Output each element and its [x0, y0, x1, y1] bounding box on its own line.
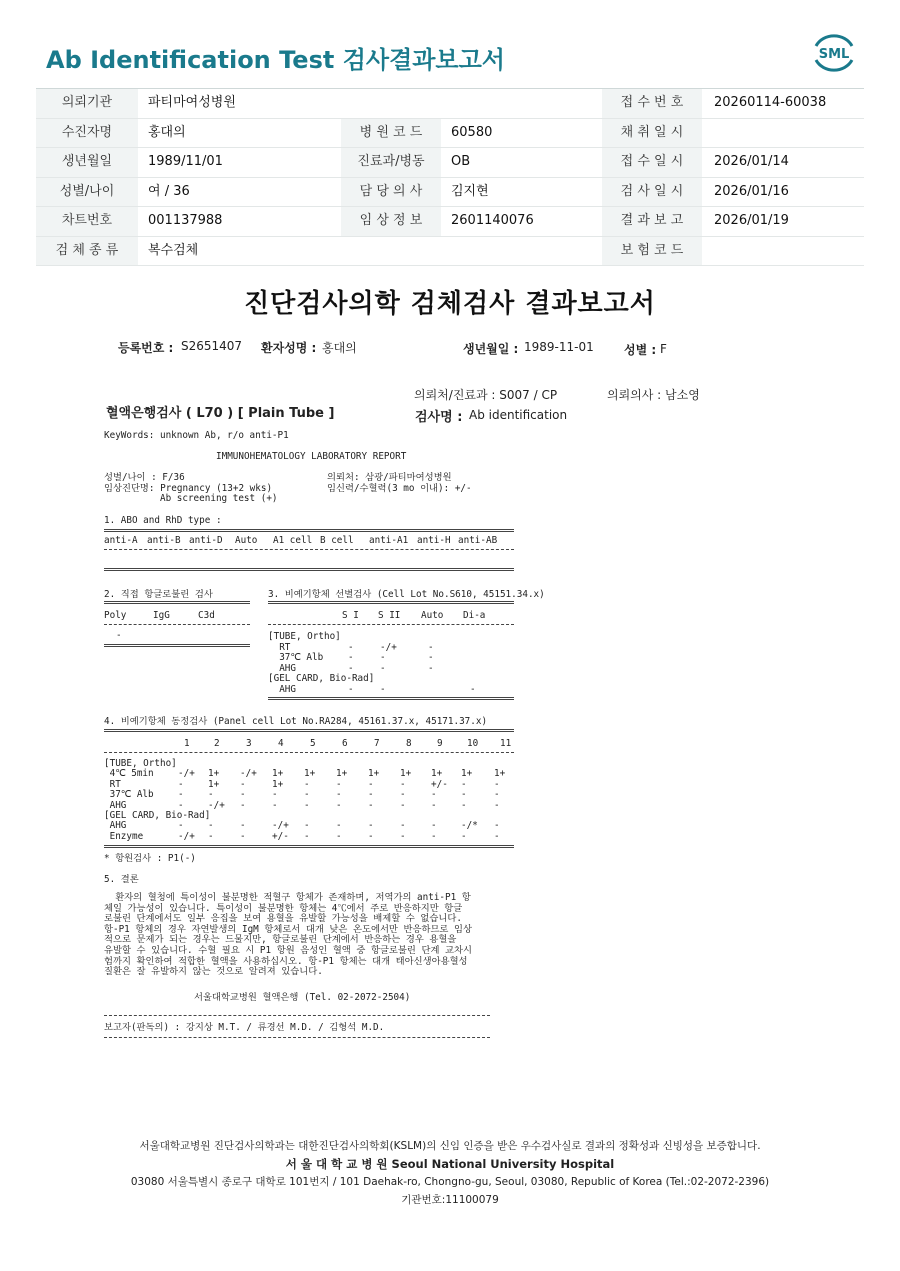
sec4-cell: -/+ — [240, 768, 257, 780]
sec3-row-label: RT — [268, 641, 291, 653]
divider — [104, 1015, 490, 1016]
sec1-title: 1. ABO and RhD type : — [104, 515, 222, 526]
lab-report-title: IMMUNOHEMATOLOGY LABORATORY REPORT — [216, 451, 407, 462]
divider — [268, 601, 514, 604]
info-row — [36, 89, 864, 119]
info-row — [36, 207, 864, 237]
sex-value: F — [660, 342, 667, 356]
sec2-header — [104, 610, 250, 622]
test-title: 혈액은행검사 ( L70 ) [ Plain Tube ] — [106, 406, 335, 421]
sec4-row-label: RT — [104, 778, 121, 790]
sec4-col: 10 — [467, 738, 479, 749]
sec3-cell: - — [428, 662, 434, 674]
sec4-cell: - — [494, 789, 500, 801]
sec3-col: Auto — [421, 610, 444, 621]
sec4-title: 4. 비예기항체 동정검사 (Panel cell Lot No.RA284, 45161.37.x, 45171.37.x) — [104, 716, 488, 727]
sec4-row-label: AHG — [104, 820, 127, 832]
conclusion-line: 환자의 혈청에 특이성이 불분명한 적혈구 항체가 존재하며, 저역가의 anti-P1 항 — [104, 892, 471, 903]
report-title: 진단검사의학 검체검사 결과보고서 — [244, 289, 656, 319]
footer-institution-no: 기관번호:11100079 — [401, 1194, 499, 1206]
sec3-col: S I — [342, 610, 359, 621]
info-value: 2026/01/14 — [714, 154, 789, 169]
reg-value: S2651407 — [181, 339, 243, 353]
sec4-cell: - — [431, 799, 437, 811]
info-value: 여 / 36 — [148, 183, 190, 199]
sec4-cell: 1+ — [400, 768, 412, 780]
info-label: 성별/나이 — [36, 178, 138, 207]
info-value: 20260114-60038 — [714, 95, 827, 110]
sec4-cell: - — [336, 778, 342, 790]
sec1-col: anti-A1 — [369, 535, 409, 546]
sec4-cell: 1+ — [208, 768, 220, 780]
sec4-cell: - — [178, 778, 184, 790]
sec4-cell: -/+ — [178, 768, 195, 780]
divider — [104, 549, 514, 550]
sec3-row-label: 37℃ Alb — [268, 652, 324, 663]
sec4-cell: - — [368, 789, 374, 801]
sec4-cell: 1+ — [208, 778, 220, 790]
info-value: 파티마여성병원 — [148, 95, 236, 110]
sec4-cell: - — [494, 778, 500, 790]
info-label: 생년월일 — [36, 148, 138, 177]
sex-age: 성별/나이 : F/36 — [104, 472, 185, 483]
sec3-cell: - — [348, 662, 354, 674]
divider — [104, 845, 514, 848]
info-value: 001137988 — [148, 213, 223, 228]
info-row — [36, 237, 864, 267]
sec3-row-label: AHG — [268, 662, 296, 674]
sec4-cell: - — [240, 799, 246, 811]
sec3-cell: - — [470, 683, 476, 695]
dob-value: 1989-11-01 — [524, 340, 594, 354]
test-name-label: 검사명 : — [415, 410, 463, 425]
divider — [104, 568, 514, 571]
sec4-cell: - — [494, 830, 500, 842]
sec4-cell: -/+ — [272, 820, 289, 832]
sec3-cell: - — [348, 641, 354, 653]
info-label: 접 수 일 시 — [602, 148, 702, 177]
sec1-col: anti-AB — [458, 535, 498, 546]
sec4-cell: - — [400, 820, 406, 832]
divider — [104, 644, 250, 647]
info-label: 의뢰기관 — [36, 89, 138, 118]
divider — [104, 752, 514, 753]
sec4-row-label: [GEL CARD, Bio-Rad] — [104, 810, 211, 821]
sec4-col: 9 — [437, 738, 443, 749]
sec4-cell: -/* — [461, 820, 478, 832]
sec3-cell: - — [428, 652, 434, 663]
sec4-cell: - — [431, 830, 437, 842]
sec4-col: 1 — [184, 738, 190, 749]
sec4-col: 8 — [406, 738, 412, 749]
footer — [0, 1137, 900, 1209]
sec3-cell: - — [380, 683, 386, 695]
conclusion-line: 유발할 수 있습니다. 수혈 필요 시 P1 항원 음성인 혈액 중 항글로불린 단계 교차시 — [104, 944, 472, 956]
info-label: 수진자명 — [36, 119, 138, 148]
info-value: OB — [451, 154, 471, 169]
sec4-col: 4 — [278, 738, 284, 749]
sec5-title: 5. 결론 — [104, 874, 139, 885]
divider — [104, 529, 514, 532]
sec1-col: anti-H — [417, 535, 451, 546]
sec4-row-label: Enzyme — [104, 830, 144, 842]
sec4-col: 11 — [500, 738, 512, 749]
sec4-col: 2 — [214, 738, 220, 749]
sec1-col: anti-B — [147, 535, 181, 546]
sec3-title: 3. 비예기항체 선별검사 (Cell Lot No.S610, 45151.34.x) — [268, 589, 545, 600]
keywords: KeyWords: unknown Ab, r/o anti-P1 — [104, 430, 289, 441]
sec1-col: B cell — [320, 535, 354, 546]
sec4-cell: - — [368, 820, 374, 832]
sec3-row-label: [GEL CARD, Bio-Rad] — [268, 673, 375, 684]
sec4-cell: - — [240, 820, 246, 832]
sec4-cell: - — [304, 830, 310, 842]
sec4-cell: - — [461, 799, 467, 811]
sec4-col: 3 — [246, 738, 252, 749]
conclusion-line: 항-P1 항체의 경우 자연발생의 IgM 항체로서 대개 낮은 온도에서만 반응하므로 임상 — [104, 923, 472, 935]
sec4-row-label: 37℃ Alb — [104, 789, 154, 801]
sec4-cell: -/+ — [178, 830, 195, 842]
sec4-col: 6 — [342, 738, 348, 749]
sec4-cell: - — [178, 789, 184, 801]
sec1-col: anti-D — [189, 535, 223, 546]
info-value: 2026/01/19 — [714, 213, 789, 228]
test-name-value: Ab identification — [469, 408, 568, 422]
sec4-cell: - — [368, 799, 374, 811]
sec4-cell: - — [431, 789, 437, 801]
sec4-cell: 1+ — [272, 778, 284, 790]
reporter: 보고자(판독의) : 강지상 M.T. / 류경선 M.D. / 김형석 M.D. — [104, 1022, 385, 1033]
sex-label: 성별 : — [624, 343, 657, 357]
sec1-col: anti-A — [104, 535, 138, 546]
sec4-cell: - — [304, 789, 310, 801]
info-label: 임 상 정 보 — [341, 207, 441, 236]
sec3-cell: - — [380, 652, 386, 663]
sec2-col: C3d — [198, 610, 215, 621]
info-label: 진료과/병동 — [341, 148, 441, 177]
sec4-cell: - — [461, 778, 467, 790]
info-label: 담 당 의 사 — [341, 178, 441, 207]
sec2-col: IgG — [153, 610, 170, 621]
info-value: 홍대의 — [148, 124, 186, 140]
sec3-row-label: [TUBE, Ortho] — [268, 631, 341, 642]
sec2-col: Poly — [104, 610, 127, 621]
sec4-cell: - — [494, 820, 500, 832]
info-value: 김지현 — [451, 183, 489, 199]
info-label: 채 취 일 시 — [602, 119, 702, 148]
patient-info-table — [36, 88, 864, 266]
sec3-cell: - — [380, 662, 386, 674]
sec4-cell: - — [431, 820, 437, 832]
sec4-cell: - — [178, 820, 184, 832]
sec4-cell: - — [368, 778, 374, 790]
clinical-dx-2: Ab screening test (+) — [104, 493, 278, 504]
sec4-cell: - — [240, 830, 246, 842]
sec4-cell: - — [208, 820, 214, 832]
sec4-cell: - — [368, 830, 374, 842]
sec4-cell: - — [304, 799, 310, 811]
sec4-row-label: 4℃ 5min — [104, 768, 154, 780]
sec3-cell: - — [428, 641, 434, 653]
sec4-cell: - — [240, 789, 246, 801]
sec4-cell: - — [304, 778, 310, 790]
sec4-cell: - — [461, 830, 467, 842]
info-value: 2026/01/16 — [714, 183, 789, 199]
info-label: 접 수 번 호 — [602, 89, 702, 118]
sec3-row-label: AHG — [268, 683, 296, 695]
sec4-cell: - — [494, 799, 500, 811]
sec3-cell: - — [348, 683, 354, 695]
sec4-cell: 1+ — [368, 768, 380, 780]
sec4-cell: - — [400, 778, 406, 790]
dob-label: 생년월일 : — [463, 342, 519, 356]
sec4-cell: - — [400, 789, 406, 801]
sec4-cell: - — [208, 789, 214, 801]
name-label: 환자성명 : — [261, 341, 317, 355]
sec4-cell: - — [304, 820, 310, 832]
conclusion-line: 적으로 문제가 되는 경우는 드물지만, 항글로불린 단계에서 반응하는 경우 용혈을 — [104, 934, 457, 946]
sec2-value: - — [116, 630, 122, 641]
footer-address: 03080 서울특별시 종로구 대학로 101번지 / 101 Daehak-ro, Chongno-gu, Seoul, 03080, Republic of Korea (Tel.:02-2072-2396) — [130, 1176, 770, 1188]
sec4-col: 5 — [310, 738, 316, 749]
info-label: 결 과 보 고 — [602, 207, 702, 236]
info-label: 병 원 코 드 — [341, 119, 441, 148]
info-row — [36, 119, 864, 149]
info-value: 2601140076 — [451, 213, 534, 228]
sec3-col: S II — [378, 610, 401, 621]
info-row — [36, 148, 864, 178]
divider — [104, 729, 514, 732]
sec4-cell: +/- — [431, 778, 448, 790]
sec1-header — [104, 535, 514, 547]
sec4-cell: - — [400, 799, 406, 811]
sec3-cell: - — [348, 652, 354, 663]
footer-hospital-name: 서 울 대 학 교 병 원 Seoul National University Hospital — [285, 1157, 615, 1171]
sec2-title: 2. 직접 항글로불린 검사 — [104, 589, 213, 600]
sec4-cell: 1+ — [304, 768, 316, 780]
name-value: 홍대의 — [322, 341, 357, 355]
sec3-cell: -/+ — [380, 641, 397, 653]
sec4-cell: - — [178, 799, 184, 811]
bloodbank-contact: 서울대학교병원 혈액은행 (Tel. 02-2072-2504) — [194, 992, 411, 1003]
info-label: 차트번호 — [36, 207, 138, 236]
sec4-cell: - — [240, 778, 246, 790]
sec4-cell: 1+ — [461, 768, 473, 780]
clinical-dx: 임상진단명: Pregnancy (13+2 wks) — [104, 483, 273, 494]
divider — [104, 624, 250, 625]
doctor-info: 의뢰의사 : 남소영 — [607, 388, 700, 402]
sml-logo — [808, 30, 860, 74]
divider — [104, 601, 250, 604]
antigen-test: * 항원검사 : P1(-) — [104, 853, 196, 864]
conclusion-line: 험까지 확인하여 적합한 혈액을 사용하십시오. 항-P1 항체는 대개 태아신생아용혈성 — [104, 955, 468, 967]
pregnancy-history: 임신력/수혈력(3 mo 이내): +/- — [327, 483, 472, 494]
footer-certification: 서울대학교병원 진단검사의학과는 대한진단검사의학회(KSLM)의 신임 인증을 받은 우수검사실로 결과의 정확성과 신빙성을 보증합니다. — [139, 1140, 761, 1152]
sec1-col: A1 cell — [273, 535, 313, 546]
sec4-cell: - — [336, 820, 342, 832]
sec4-cell: 1+ — [431, 768, 443, 780]
sec3-col: Di-a — [463, 610, 486, 621]
conclusion-text — [104, 893, 472, 978]
sec4-cell: - — [400, 830, 406, 842]
info-value: 복수검체 — [148, 242, 199, 258]
divider — [268, 624, 514, 625]
sec4-cell: 1+ — [272, 768, 284, 780]
sec4-row-label: [TUBE, Ortho] — [104, 758, 177, 769]
sec4-cell: 1+ — [494, 768, 506, 780]
divider — [104, 1037, 490, 1038]
sec4-cell: - — [336, 799, 342, 811]
conclusion-line: 로불린 단계에서도 일부 응집을 보여 용혈을 유발할 가능성을 배제할 수 없습니다. — [104, 913, 462, 925]
sec1-col: Auto — [235, 535, 258, 546]
sec4-table — [104, 738, 514, 848]
conclusion-line: 체일 가능성이 있습니다. 특이성이 불분명한 항체는 4℃에서 주로 반응하지만 항글 — [104, 902, 463, 914]
sec4-cell: +/- — [272, 830, 289, 842]
info-value: 1989/11/01 — [148, 154, 223, 169]
sec4-cell: - — [461, 789, 467, 801]
info-label: 검 사 일 시 — [602, 178, 702, 207]
sec4-cell: - — [272, 789, 278, 801]
conclusion-line: 질환은 잘 유발하지 않는 것으로 알려져 있습니다. — [104, 966, 323, 978]
sec4-cell: - — [208, 830, 214, 842]
referrer: 의뢰처: 삼광/파티마여성병원 — [327, 472, 452, 483]
sec4-col: 7 — [374, 738, 380, 749]
info-label: 보 험 코 드 — [602, 237, 702, 266]
sec4-cell: - — [336, 789, 342, 801]
dept-info: 의뢰처/진료과 : S007 / CP — [414, 388, 558, 402]
info-row — [36, 178, 864, 208]
sec4-cell: - — [272, 799, 278, 811]
reg-label: 등록번호 : — [118, 341, 174, 355]
sec4-cell: -/+ — [208, 799, 225, 811]
page-title: Ab Identification Test 검사결과보고서 — [46, 46, 505, 74]
sec4-row-label: AHG — [104, 799, 127, 811]
divider — [268, 697, 514, 700]
logo-text: SML — [818, 47, 850, 62]
sec4-cell: - — [336, 830, 342, 842]
info-value: 60580 — [451, 124, 493, 140]
sec4-cell: 1+ — [336, 768, 348, 780]
info-label: 검 체 종 류 — [36, 237, 138, 266]
